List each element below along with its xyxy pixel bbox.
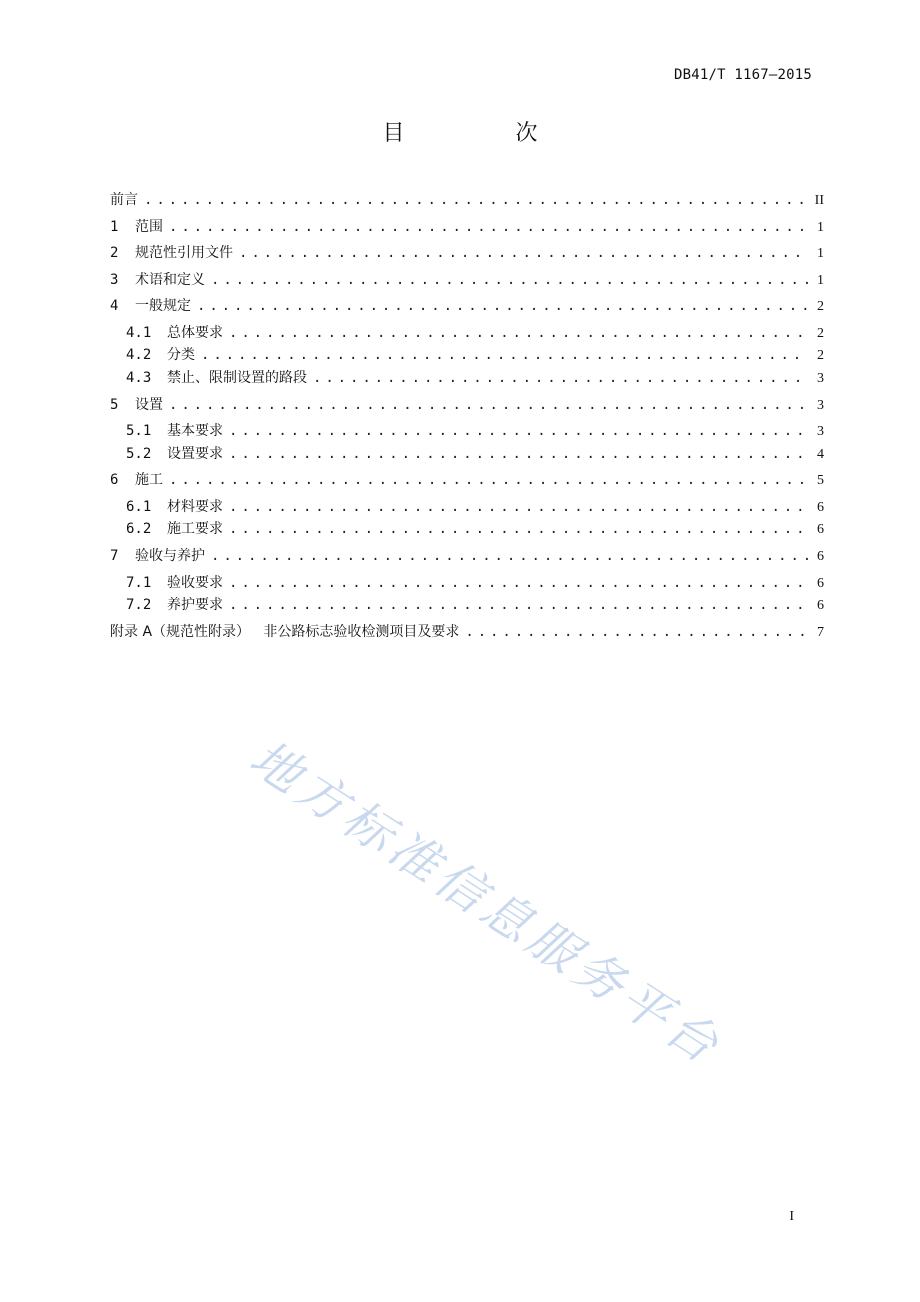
page-number: I (789, 1209, 794, 1224)
watermark: 地方标准信息服务平台 (239, 729, 733, 1077)
toc-entry-page: 6 (817, 548, 824, 564)
toc-leader-dots (239, 243, 808, 263)
toc-leader-dots (229, 595, 808, 615)
toc-entry-title: 前言 (110, 192, 138, 208)
toc-entry-number: 4.3 (126, 369, 152, 386)
toc-entry-number: 4.2 (126, 347, 152, 364)
toc-entry-page: II (814, 193, 824, 208)
doc-code: DB41/T 1167—2015 (673, 67, 812, 83)
toc-entry-title: 设置要求 (167, 445, 223, 462)
toc-entry-number: 7.1 (126, 574, 152, 591)
toc-entry-number: 7 (110, 547, 119, 564)
toc-entry[interactable] (110, 243, 824, 264)
toc-entry-title: 范围 (135, 218, 163, 235)
toc-entry-page: 3 (817, 370, 824, 386)
toc-leader-dots (229, 421, 808, 441)
toc-entry[interactable] (110, 519, 824, 540)
toc-entry-title: 基本要求 (167, 423, 223, 440)
toc-entry[interactable] (110, 323, 824, 344)
toc-leader-dots (229, 519, 808, 539)
toc-entry-page: 3 (817, 397, 824, 413)
toc-entry[interactable] (110, 546, 824, 567)
toc-leader-dots (197, 296, 808, 316)
toc-entry-number: 7.2 (126, 597, 152, 614)
toc-entry-title: 验收与养护 (135, 547, 205, 564)
toc-entry-number: 4 (110, 298, 119, 315)
toc-entry-page: 6 (817, 598, 824, 614)
toc-leader-dots (211, 546, 808, 566)
toc-entry[interactable] (110, 190, 824, 211)
toc-entry[interactable] (110, 444, 824, 465)
toc-entry-title: 材料要求 (167, 498, 223, 515)
toc-leader-dots (229, 444, 808, 464)
toc-leader-dots (169, 395, 808, 415)
toc-entry-title: 养护要求 (167, 597, 223, 614)
toc-entry-title: 设置 (135, 396, 163, 413)
toc-entry-title: 总体要求 (167, 324, 223, 341)
toc-leader-dots (313, 368, 808, 388)
toc-leader-dots (229, 323, 808, 343)
toc-entry[interactable] (110, 470, 824, 491)
toc-entry[interactable] (110, 368, 824, 389)
toc-entry-number: 5.1 (126, 423, 152, 440)
toc-entry-title: 术语和定义 (135, 271, 205, 288)
toc-entry-number: 6.2 (126, 521, 152, 538)
toc-leader-dots (169, 470, 808, 490)
toc-entry-number: 5.2 (126, 445, 152, 462)
toc-entry-page: 3 (817, 424, 824, 440)
toc-entry-title: 一般规定 (135, 298, 191, 315)
toc-entry[interactable] (110, 573, 824, 594)
toc-entry-page: 2 (817, 325, 824, 341)
toc-entry-title: 施工 (135, 472, 163, 489)
toc-entry-title: 施工要求 (167, 521, 223, 538)
toc-entry[interactable] (110, 497, 824, 518)
toc-entry-number: 6.1 (126, 498, 152, 515)
toc-entry[interactable] (110, 421, 824, 442)
toc-leader-dots (229, 573, 808, 593)
table-of-contents (110, 190, 824, 648)
toc-entry-page: 7 (817, 624, 824, 640)
toc-leader-dots (144, 190, 808, 210)
toc-entry-title: 分类 (167, 347, 195, 364)
toc-entry-title: 验收要求 (167, 574, 223, 591)
toc-leader-dots (211, 270, 808, 290)
toc-entry-number: 1 (110, 218, 119, 235)
toc-entry-page: 6 (817, 499, 824, 515)
toc-entry[interactable] (110, 217, 824, 238)
toc-leader-dots (465, 622, 808, 642)
toc-entry[interactable] (110, 345, 824, 366)
toc-entry[interactable] (110, 595, 824, 616)
toc-entry-title: 附录 A（规范性附录） 非公路标志验收检测项目及要求 (110, 623, 460, 640)
toc-entry[interactable] (110, 270, 824, 291)
toc-entry-number: 2 (110, 245, 119, 262)
toc-leader-dots (169, 217, 808, 237)
toc-entry-number: 5 (110, 396, 119, 413)
toc-entry-page: 2 (817, 299, 824, 315)
toc-entry-number: 4.1 (126, 324, 152, 341)
toc-entry[interactable] (110, 296, 824, 317)
toc-leader-dots (201, 345, 808, 365)
toc-entry[interactable] (110, 622, 824, 643)
toc-entry-page: 1 (817, 246, 824, 262)
toc-entry-page: 2 (817, 348, 824, 364)
toc-entry[interactable] (110, 395, 824, 416)
toc-entry-title: 规范性引用文件 (135, 245, 233, 262)
page-title: 目 次 (382, 121, 590, 146)
toc-entry-page: 4 (817, 446, 824, 462)
toc-entry-page: 6 (817, 522, 824, 538)
toc-entry-page: 6 (817, 575, 824, 591)
toc-entry-number: 6 (110, 472, 119, 489)
toc-entry-page: 1 (817, 272, 824, 288)
toc-leader-dots (229, 497, 808, 517)
toc-entry-page: 5 (817, 473, 824, 489)
toc-entry-number: 3 (110, 271, 119, 288)
toc-entry-page: 1 (817, 219, 824, 235)
toc-entry-title: 禁止、限制设置的路段 (167, 369, 307, 386)
